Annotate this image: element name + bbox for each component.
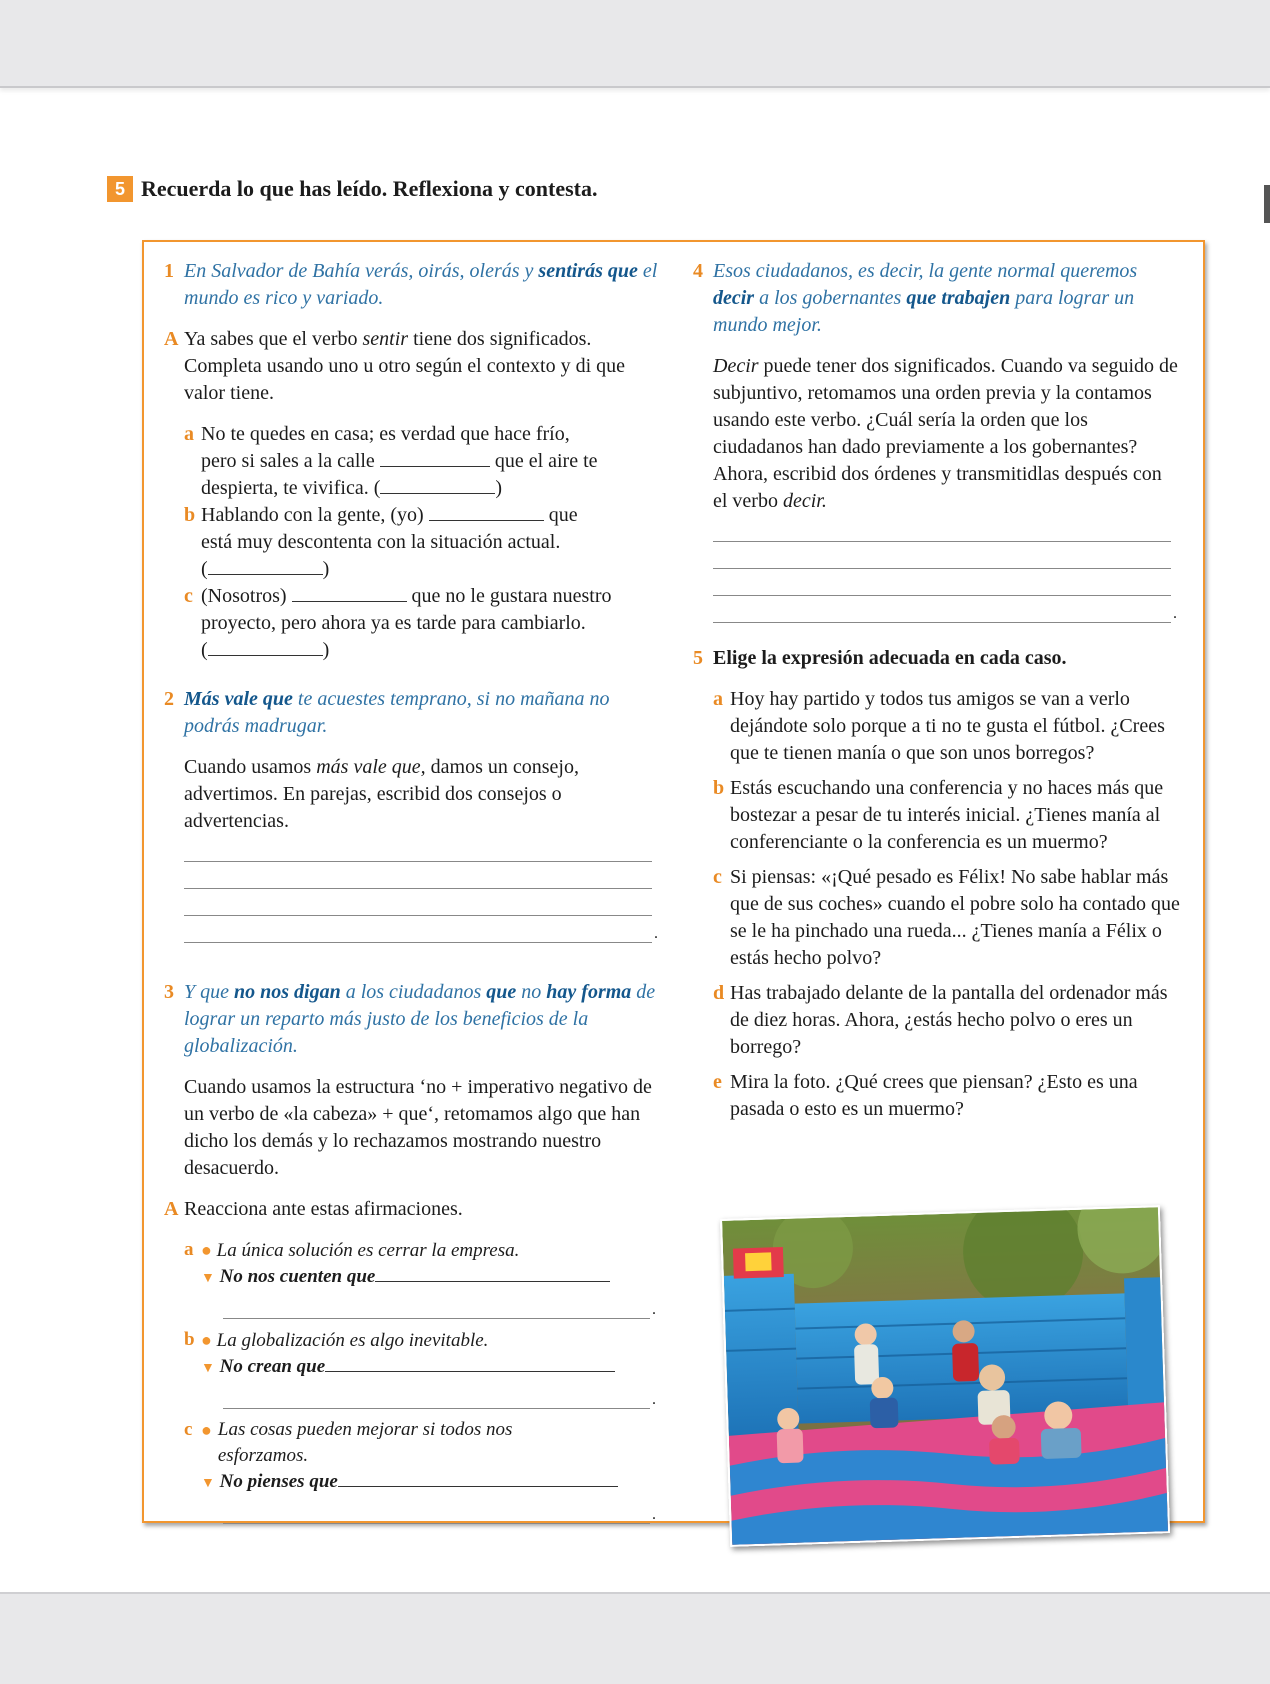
writing-line[interactable] (713, 515, 1171, 542)
question-3 (164, 979, 664, 1060)
case-d: d Has trabajado delante de la pantalla del ordenador más de diez horas. Ahora, ¿estás hecho polvo o eres un borrego? (713, 982, 1168, 1058)
reaction-a: a ● La única solución es cerrar la empresa. ▼ No nos cuenten que . (184, 1239, 656, 1318)
case-b: b Estás escuchando una conferencia y no haces más que bostezar a pesar de tu interés inicial. ¿Tienes manía al conferenciante o la conferencia es un muermo? (713, 777, 1164, 853)
bouncy-castle-photo (720, 1205, 1170, 1547)
bottom-bar (0, 1592, 1270, 1684)
writing-line[interactable] (223, 1292, 650, 1319)
exercise-a: a No te quedes en casa; es verdad que hace frío, pero si sales a la calle que el aire te despierta, te vivifica. ( ) (184, 423, 598, 499)
writing-line[interactable] (713, 596, 1171, 623)
case-e: e Mira la foto. ¿Qué crees que piensan? ¿Esto es una pasada o esto es un muermo? (713, 1071, 1138, 1120)
answer-blank[interactable] (292, 584, 407, 602)
answer-blank[interactable] (429, 503, 544, 521)
question-4 (693, 258, 1181, 339)
writing-line[interactable] (223, 1497, 650, 1524)
left-column: 1 En Salvador de Bahía verás, oirás, olerás y sentirás que el mundo es rico y variado. A Ya sabes que el verbo sentir tiene dos significados. Completa usando uno u otro según el contexto y di que valor tiene. a No te quedes en casa; es verdad que hace frío, pero si sales a la calle que el aire te despierta, te vivifica. ( ) b Hablando con la gente, (yo) que está muy descontenta con la situación actual. ( ) c (Nosotros) que no le gustara nuestro proyecto, pero ahora ya es tarde para cambiarlo. ( ) 2 Más vale que te acuestes temprano, si no mañana no podrás madrugar. Cuando usamos más vale que, damos un consejo, advertimos. En parejas, escribid dos consejos o advertencias. . 3 Y que no nos digan a los ciudadanos que no hay forma de lograr un reparto más justo de los beneficios de la globalización. Cuando usamos la estructura ‘no + imperativo negativo de un verbo de «la cabeza» + que‘, retomamos algo que han dicho los demás y lo rechazamos mostrando nuestro desacuerdo. A Reacciona ante estas afirmaciones. a ● La única solución es cerrar la empresa. ▼ No nos cuenten que . b ● La globalización es algo inevitable. ▼ No crean que . c ● Las cosas pueden mejorar si todos nos esforzamos. ▼ No pienses que . (164, 258, 664, 1524)
question-number: 5 (693, 647, 703, 669)
writing-line[interactable] (713, 569, 1171, 596)
triangle-icon: ▼ (201, 1476, 215, 1491)
triangle-icon: ▼ (201, 1361, 215, 1376)
question-5 (693, 645, 1181, 672)
exercise-c: c (Nosotros) que no le gustara nuestro proyecto, pero ahora ya es tarde para cambiarlo. ( ) (184, 585, 612, 661)
writing-line[interactable] (184, 835, 652, 862)
quote: Esos ciudadanos, es decir, la gente normal queremos decir a los gobernantes que trabajen para lograr un mundo mejor. (713, 260, 1138, 336)
answer-blank[interactable] (325, 1354, 615, 1372)
question-title: Elige la expresión adecuada en cada caso. (713, 647, 1067, 669)
answer-blank[interactable] (380, 449, 490, 467)
question-number: 4 (693, 260, 703, 282)
answer-blank[interactable] (338, 1469, 618, 1487)
top-bar (0, 0, 1270, 88)
case-c: c Si piensas: «¡Qué pesado es Félix! No sabe hablar más que de sus coches» cuando el pobre solo ha contado que se le ha pinchado una rueda... ¿Tienes manía a Félix o estás hecho polvo? (713, 866, 1180, 969)
writing-line[interactable] (184, 889, 652, 916)
page-edge-tab (1264, 185, 1270, 223)
question-number: 1 (164, 260, 174, 282)
writing-line[interactable] (713, 542, 1171, 569)
question-number: 2 (164, 688, 174, 710)
bullet-icon: ● (201, 1330, 212, 1350)
question-1 (164, 258, 664, 312)
writing-line[interactable] (184, 916, 652, 943)
answer-blank[interactable] (208, 638, 323, 656)
answer-blank[interactable] (380, 476, 495, 494)
question-2 (164, 686, 664, 740)
triangle-icon: ▼ (201, 1271, 215, 1286)
quote: En Salvador de Bahía verás, oirás, olerás y sentirás que el mundo es rico y variado. (184, 260, 658, 309)
section-title: Recuerda lo que has leído. Reflexiona y contesta. (141, 176, 598, 201)
section-number: 5 (107, 176, 133, 202)
answer-blank[interactable] (375, 1264, 610, 1282)
section-heading (107, 176, 597, 202)
question-number: 3 (164, 981, 174, 1003)
instruction-A: A Reacciona ante estas afirmaciones. (164, 1198, 463, 1220)
exercise-b: b Hablando con la gente, (yo) que está muy descontenta con la situación actual. ( ) (184, 504, 578, 580)
bullet-icon: ● (201, 1240, 212, 1260)
answer-blank[interactable] (208, 557, 323, 575)
quote: Y que no nos digan a los ciudadanos que no hay forma de lograr un reparto más justo de los beneficios de la globalización. (184, 981, 656, 1057)
writing-line[interactable] (184, 862, 652, 889)
instruction-A: A Ya sabes que el verbo sentir tiene dos significados. Completa usando uno u otro según el contexto y di que valor tiene. (164, 328, 626, 404)
bullet-icon: ● (201, 1420, 212, 1440)
writing-line[interactable] (223, 1382, 650, 1409)
case-a: a Hoy hay partido y todos tus amigos se van a verlo dejándote solo porque a ti no te gusta el fútbol. ¿Crees que te tienen manía o que son unos borregos? (713, 688, 1165, 764)
reaction-c: c ● Las cosas pueden mejorar si todos nos esforzamos. ▼ No pienses que . (184, 1419, 656, 1523)
reaction-b: b ● La globalización es algo inevitable. ▼ No crean que . (184, 1329, 656, 1408)
quote: Más vale que te acuestes temprano, si no mañana no podrás madrugar. (184, 688, 610, 737)
right-column: 4 Esos ciudadanos, es decir, la gente normal queremos decir a los gobernantes que trabajen para lograr un mundo mejor. Decir puede tener dos significados. Cuando va seguido de subjuntivo, retomamos una orden previa y la contamos usando este verbo. ¿Cuál sería la orden que los ciudadanos han dado previamente a los gobernantes? Ahora, escribid dos órdenes y transmitidlas después con el verbo decir. . 5 Elige la expresión adecuada en cada caso. a Hoy hay partido y todos tus amigos se van a verlo dejándote solo porque a ti no te gusta el fútbol. ¿Crees que te tienen manía o que son unos borregos? b Estás escuchando una conferencia y no haces más que bostezar a pesar de tu interés inicial. ¿Tienes manía al conferenciante o la conferencia es un muermo? c Si piensas: «¡Qué pesado es Félix! No sabe hablar más que de sus coches» cuando el pobre solo ha contado que se le ha pinchado una rueda... ¿Tienes manía a Félix o estás hecho polvo? d Has trabajado delante de la pantalla del ordenador más de diez horas. Ahora, ¿estás hecho polvo o eres un borrego? e Mira la foto. ¿Qué crees que piensan? ¿Esto es una pasada o esto es un muermo? (693, 258, 1181, 1123)
